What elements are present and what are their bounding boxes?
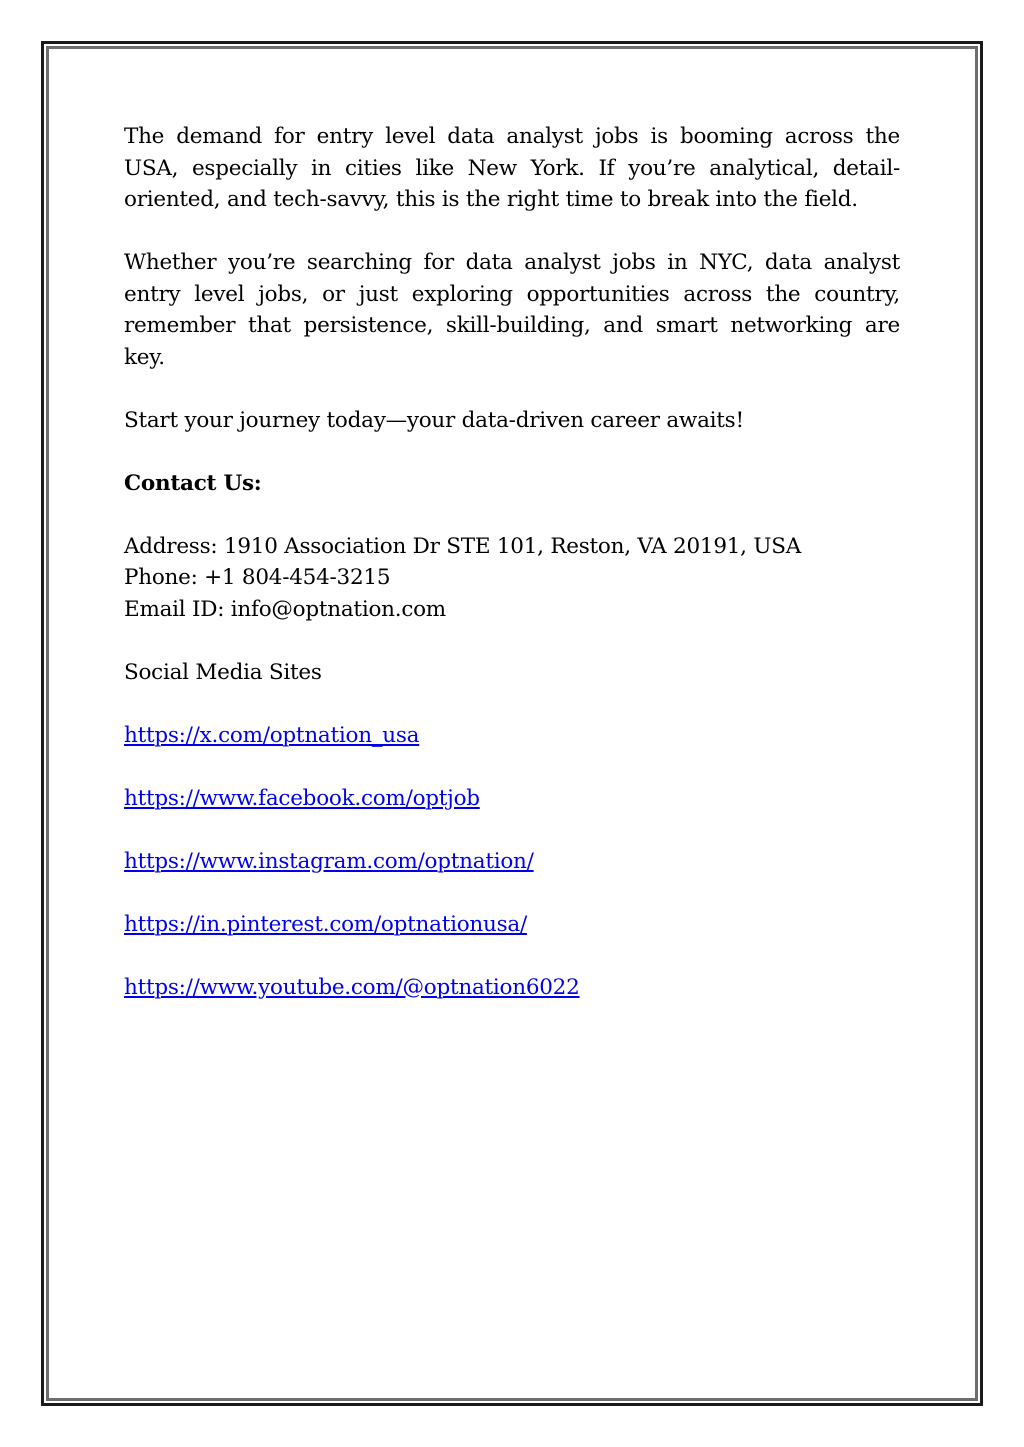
contact-phone: Phone: +1 804-454-3215 xyxy=(124,565,391,590)
social-link-youtube[interactable]: https://www.youtube.com/@optnation6022 xyxy=(124,974,580,1000)
social-link-item-pinterest xyxy=(124,909,900,941)
document-body xyxy=(124,121,900,1035)
social-link-item-facebook xyxy=(124,783,900,815)
contact-details xyxy=(124,531,900,626)
search-paragraph: Whether you’re searching for data analyst jobs in NYC, data analyst entry level jobs, or just exploring opportunities across the country, remember that persistence, skill-building, and smart networking are key. xyxy=(124,250,900,370)
social-link-x[interactable]: https://x.com/optnation_usa xyxy=(124,722,420,748)
social-link-item-youtube xyxy=(124,972,900,1004)
social-link-item-instagram xyxy=(124,846,900,878)
social-link-pinterest[interactable]: https://in.pinterest.com/optnationusa/ xyxy=(124,911,527,937)
contact-heading: Contact Us: xyxy=(124,470,262,496)
contact-address: Address: 1910 Association Dr STE 101, Reston, VA 20191, USA xyxy=(124,533,801,559)
social-link-instagram[interactable]: https://www.instagram.com/optnation/ xyxy=(124,848,534,874)
intro-paragraph: The demand for entry level data analyst jobs is booming across the USA, especially in cities like New York. If you’re analytical, detail-oriented, and tech-savvy, this is the right time to break into the field. xyxy=(124,124,900,212)
social-heading: Social Media Sites xyxy=(124,659,322,685)
social-link-item-x xyxy=(124,720,900,752)
closing-paragraph: Start your journey today—your data-driven career awaits! xyxy=(124,407,744,433)
social-link-facebook[interactable]: https://www.facebook.com/optjob xyxy=(124,785,480,811)
contact-email: Email ID: info@optnation.com xyxy=(124,596,446,622)
